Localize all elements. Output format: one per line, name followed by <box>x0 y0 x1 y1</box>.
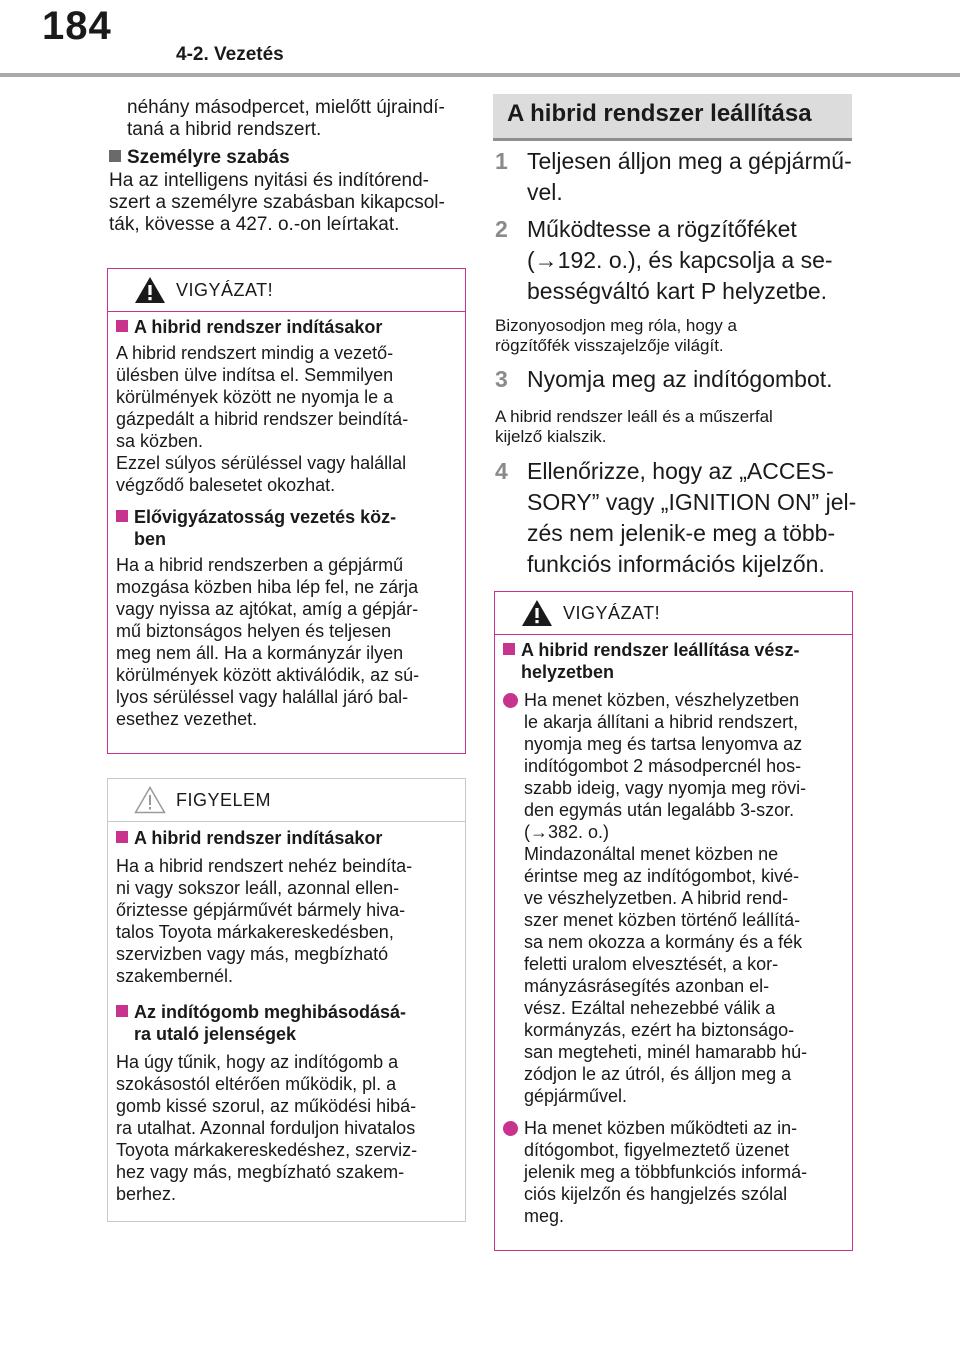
caution-subheading: Elővigyázatosság vezetés köz- <box>116 506 455 528</box>
intro-text <box>127 97 467 141</box>
caution-subheading-cont: ben <box>134 529 167 549</box>
caution-subheading: A hibrid rendszer indításakor <box>116 316 455 338</box>
warning-triangle-icon <box>134 276 166 304</box>
square-bullet-icon <box>109 150 121 162</box>
square-bullet-icon <box>116 510 128 522</box>
text-line: ták, kövesse a 427. o.-on leírtakat. <box>109 214 400 235</box>
step-text-line: funkciós információs kijelzőn. <box>527 551 825 577</box>
caution-box-stopping <box>494 591 853 1251</box>
caution-bullet: Ha menet közben, vészhelyzetben le akarja állítani a hibrid rendszert, nyomja meg és tartsa lenyomva az indítógombot 2 másodpercnél hos- szabb ideig, vagy nyomja meg rövi- den egymás után legalább 3-szor. (→382. o.) Mindazonáltal menet közben ne érintse meg az indítógombot, kivé- ve vészhelyzetben. A hibrid rend- szer menet közben történő leállítá- sa nem okozza a kormány és a fék feletti uralom elvesztését, a kor- mányzásrásegítés azonban el- vész. Ezáltal nehezebbé válik a kormányzás, ezért ha biztonságo- san megteheti, minél hamarabb hú- zódjon le az útról, és álljon meg a gépjárművel. <box>503 689 842 1107</box>
square-bullet-icon <box>116 831 128 843</box>
page-number: 184 <box>42 4 112 48</box>
section-title: 4-2. Vezetés <box>176 44 284 65</box>
caution-subheading-cont: helyzetben <box>521 662 615 682</box>
caution-subheading: A hibrid rendszer leállítása vész- <box>503 639 842 661</box>
step-number: 4 <box>495 458 508 484</box>
step-text-line: bességváltó kart P helyzetbe. <box>527 278 828 304</box>
step-text-line: Ellenőrizze, hogy az „ACCES- <box>527 458 834 484</box>
step-3-note: A hibrid rendszer leáll és a műszerfal kijelző kialszik. <box>495 407 773 446</box>
step-text-line: Teljesen álljon meg a gépjármű- <box>527 148 852 174</box>
notice-paragraph: Ha a hibrid rendszert nehéz beindíta- ni vagy sokszor leáll, azonnal ellen- őriztesse gépjárművét bármely hiva- talos Toyota márkakereskedésben, szervizben vagy más, megbízható szakembernél. <box>116 856 413 986</box>
caution-header <box>495 592 852 635</box>
round-bullet-icon <box>503 1121 518 1136</box>
warning-triangle-icon <box>521 599 553 627</box>
step-4 <box>495 456 865 580</box>
section-heading: A hibrid rendszer leállítása <box>507 100 812 127</box>
notice-subheading: Az indítógomb meghibásodásá- <box>116 1001 455 1023</box>
step-text-line: Működtesse a rögzítőféket <box>527 216 797 242</box>
text-line: néhány másodpercet, mielőtt újraindí- <box>127 97 445 118</box>
text-line: szert a személyre szabásban kikapcsol- <box>109 192 445 213</box>
step-number: 2 <box>495 216 508 242</box>
square-bullet-icon <box>503 643 515 655</box>
square-bullet-icon <box>116 1005 128 1017</box>
round-bullet-icon <box>503 693 518 708</box>
square-bullet-icon <box>116 320 128 332</box>
notice-subheading: A hibrid rendszer indításakor <box>116 827 455 849</box>
step-text-line: Nyomja meg az indítógombot. <box>527 366 833 392</box>
step-text-line: (→192. o.), és kapcsolja a se- <box>527 247 833 273</box>
notice-box <box>107 778 466 1222</box>
section-heading-box <box>493 94 852 141</box>
caution-bullet: Ha menet közben működteti az in- dítógombot, figyelmeztető üzenet jelenik meg a többfunkciós informá- ciós kijelzőn és hangjelzés szólal meg. <box>503 1117 842 1227</box>
step-2-note: Bizonyosodjon meg róla, hogy a rögzítőfék visszajelzője világít. <box>495 316 737 355</box>
text-line: taná a hibrid rendszert. <box>127 119 322 140</box>
text-line: Ha az intelligens nyitási és indítórend- <box>109 170 430 191</box>
step-text-line: vel. <box>527 179 563 205</box>
caution-paragraph: Ha a hibrid rendszerben a gépjármű mozgása közben hiba lép fel, ne zárja vagy nyissa az ajtókat, amíg a gépjár- mű biztonságos helyen és teljesen meg nem áll. Ha a kormányzár ilyen körülmények között aktiválódik, az sú- lyos sérüléssel vagy halállal járó bal- esethez vezethet. <box>116 555 420 729</box>
step-text-line: SORY” vagy „IGNITION ON” jel- <box>527 489 857 515</box>
caution-header <box>108 269 465 312</box>
step-number: 3 <box>495 366 508 392</box>
caution-box-starting <box>107 268 466 754</box>
step-3 <box>495 364 865 395</box>
header-rule <box>0 73 960 77</box>
personal-heading: Személyre szabás <box>109 147 469 169</box>
step-text-line: zés nem jelenik-e meg a több- <box>527 520 836 546</box>
notice-paragraph: Ha úgy tűnik, hogy az indítógomb a szokásostól eltérően működik, pl. a gomb kissé szorul, az működési hibá- ra utalhat. Azonnal forduljon hivatalos Toyota márkakereskedéshez, szerviz- hez vagy más, megbízható szakem- berhez. <box>116 1052 418 1204</box>
step-number: 1 <box>495 148 508 174</box>
notice-header <box>108 779 465 822</box>
personal-section <box>109 147 469 236</box>
notice-triangle-icon <box>134 786 166 814</box>
caution-paragraph: A hibrid rendszert mindig a vezető- ülésben ülve indítsa el. Semmilyen körülmények között ne nyomja le a gázpedált a hibrid rendszer beindítá- sa közben. Ezzel súlyos sérüléssel vagy halállal végződő balesetet okozhat. <box>116 343 409 495</box>
step-2 <box>495 214 865 307</box>
notice-title: FIGYELEM <box>176 790 272 810</box>
notice-subheading-cont: ra utaló jelenségek <box>134 1024 297 1044</box>
caution-title: VIGYÁZAT! <box>176 280 274 300</box>
caution-title: VIGYÁZAT! <box>563 603 661 623</box>
step-1 <box>495 146 865 208</box>
